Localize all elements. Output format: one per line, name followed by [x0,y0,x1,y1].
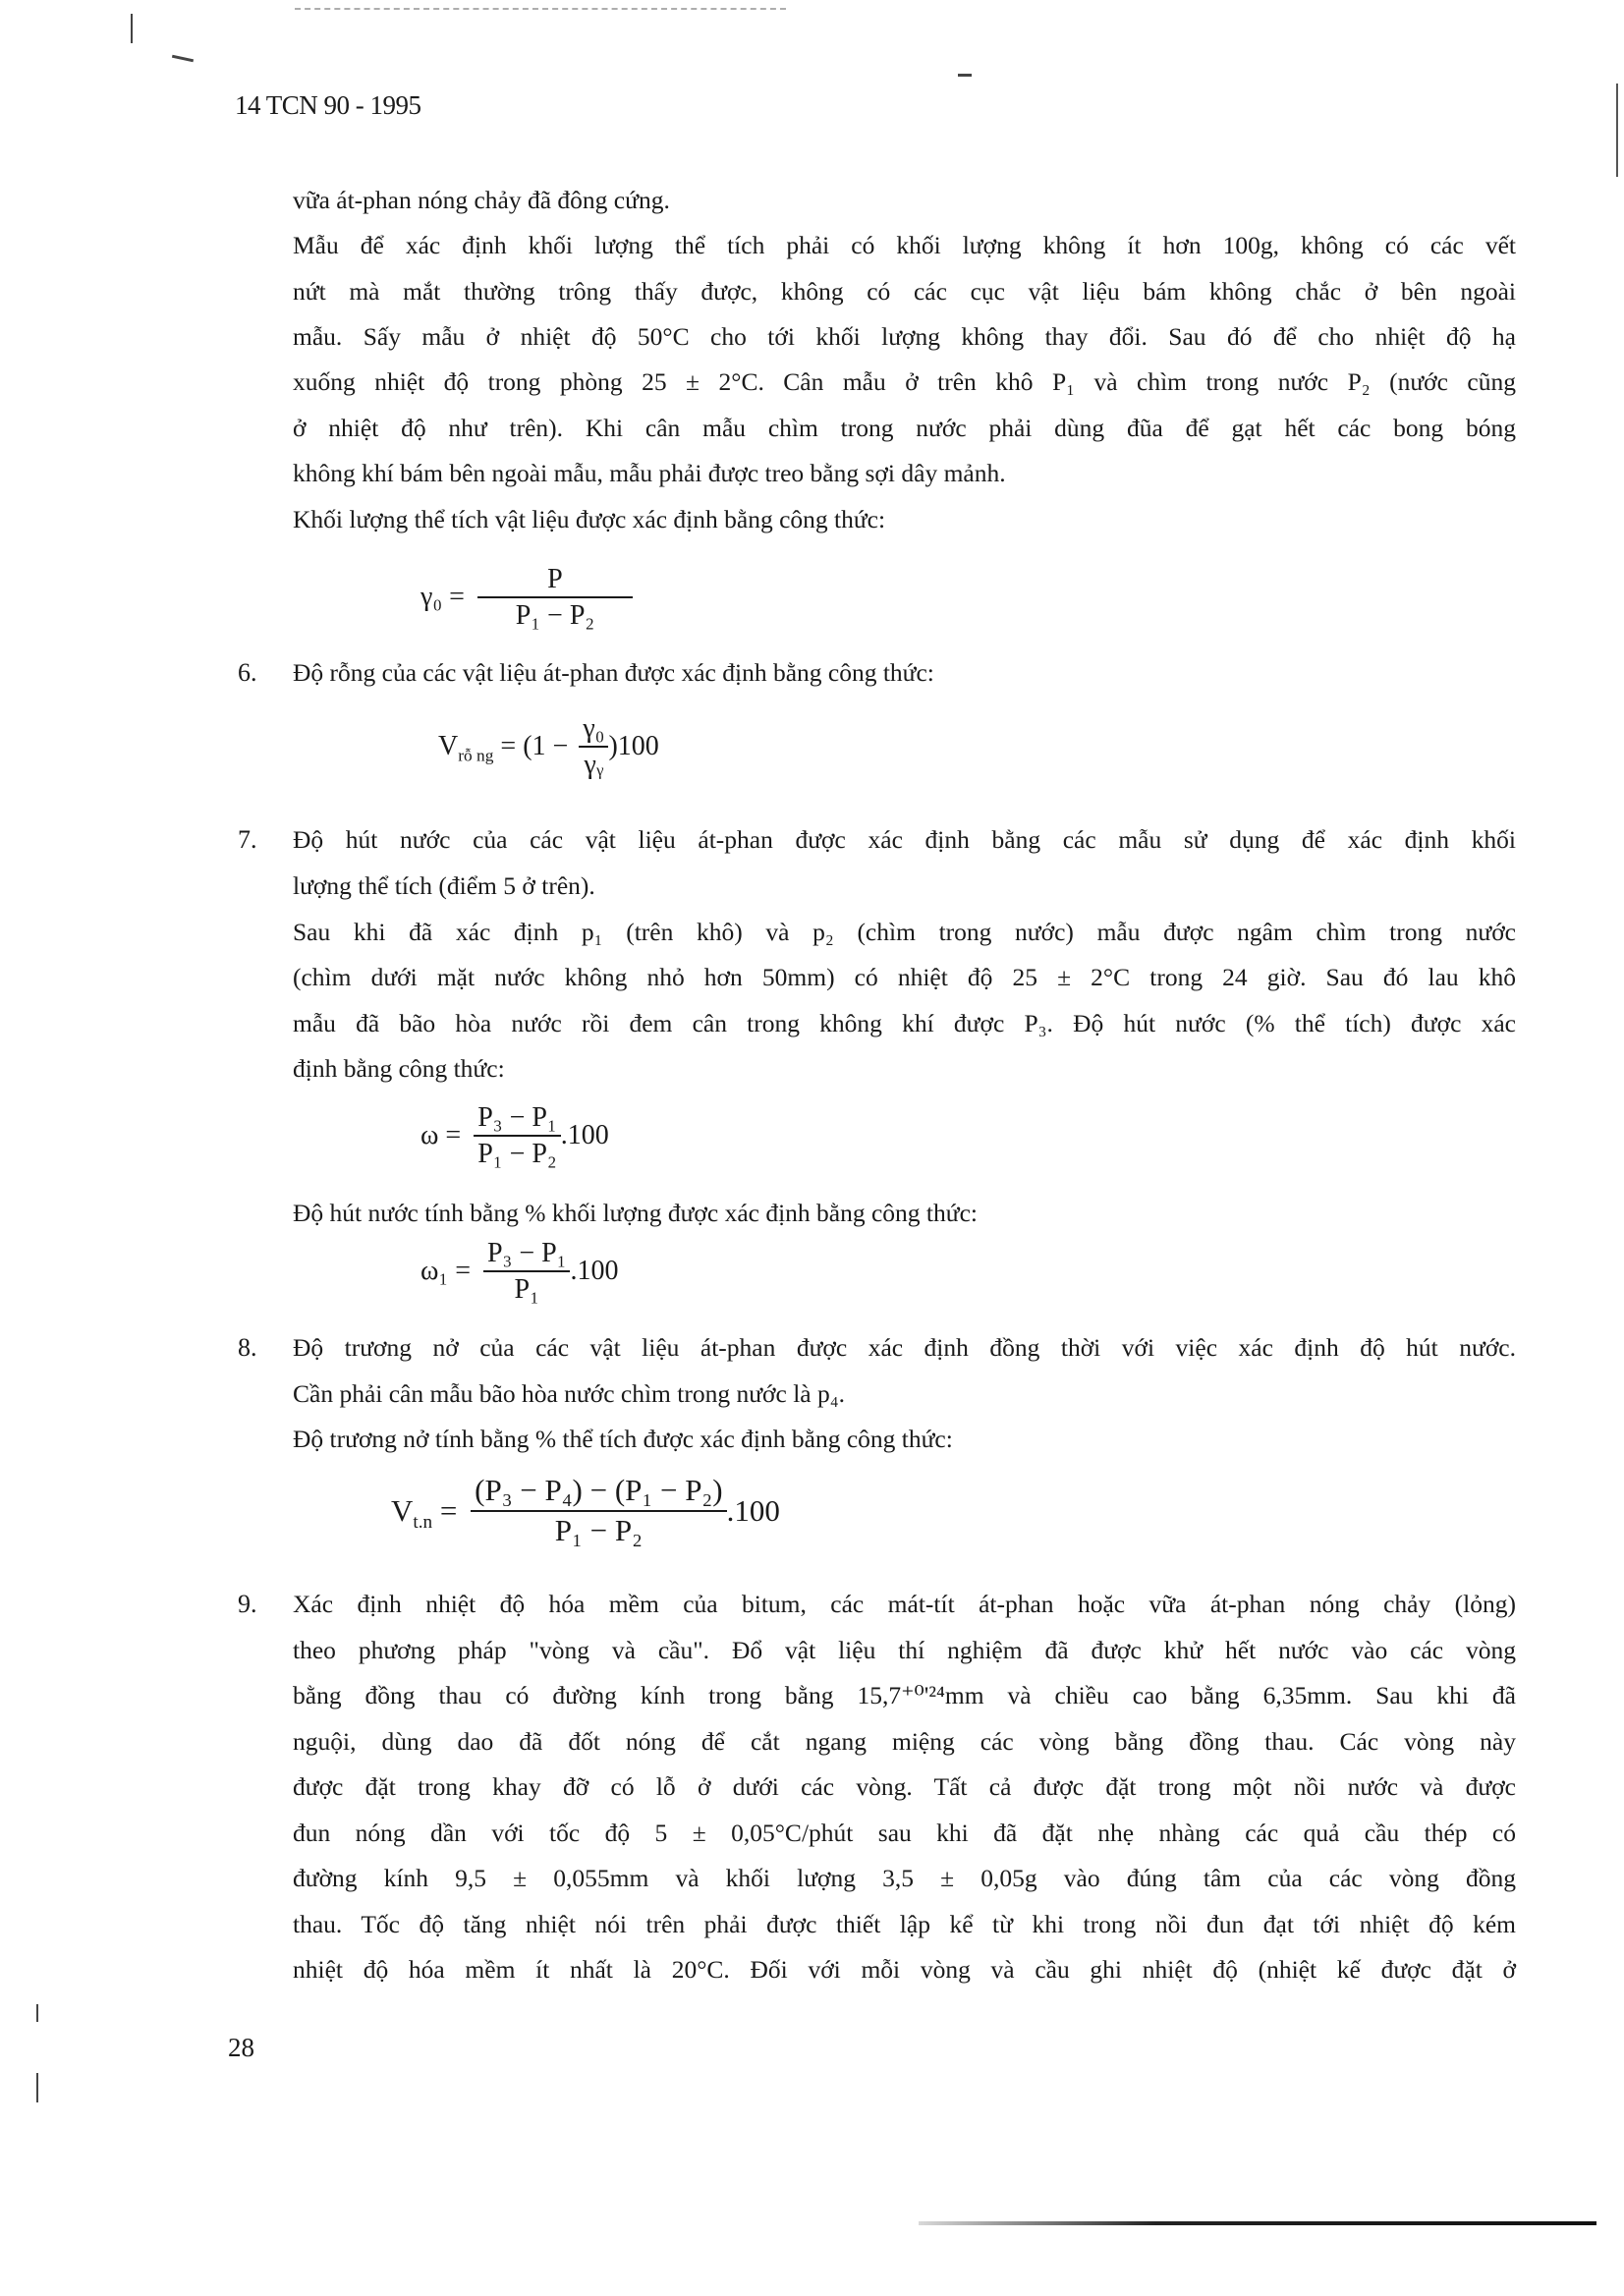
denominator: P₁ [514,1274,539,1305]
text-line: thau. Tốc độ tăng nhiệt nói trên phải được thiết lập kể từ khi trong nồi đun đạt tới nhiệt độ kém [293,1910,1516,1938]
formula-lhs [391,1492,433,1533]
fraction [483,1236,570,1307]
formula-operator: = [439,1492,458,1528]
text-line: nguội, dùng dao đã đốt nóng để cắt ngang miệng các vòng bằng đồng thau. Các vòng này [293,1727,1516,1756]
text-line: Mẫu để xác định khối lượng thể tích phải có khối lượng không ít hơn 100g, không có các vết [293,231,1516,259]
text-line: Độ trương nở của các vật liệu át-phan được xác định đồng thời với việc xác định độ hút nước. [293,1333,1516,1362]
formula-operator: = (1 − [500,731,569,761]
formula-lhs: ω₁ = [420,1256,471,1286]
numerator: P [477,562,633,598]
scan-artifact-left [36,2073,38,2102]
scan-artifact-mark [958,74,972,77]
formula-bulk-density [420,562,639,633]
list-number: 9. [238,1590,257,1618]
formula-tail: .100 [726,1492,780,1528]
list-item-7 [238,825,1516,854]
fraction [471,1472,726,1550]
formula-symbol: V [438,731,459,761]
text-line: nhiệt độ hóa mềm ít nhất là 20°C. Đối với mỗi vòng và cầu ghi nhiệt độ (nhiệt kế được đặt ở [293,1955,1516,1984]
scan-artifact-right [1616,84,1618,177]
text-line: lượng thể tích (điểm 5 ở trên). [293,871,595,900]
fraction [474,1100,560,1171]
numerator: P₃ − P₁ [474,1100,560,1137]
list-item-9 [238,1590,1516,1618]
text-line: Độ rỗng của các vật liệu át-phan được xác định bằng công thức: [293,658,934,687]
text-line: đường kính 9,5 ± 0,055mm và khối lượng 3,5 ± 0,05g vào đúng tâm của các vòng đồng [293,1864,1516,1892]
fraction [477,562,633,633]
text-line: Cần phải cân mẫu bão hòa nước chìm trong nước là p₄. [293,1379,846,1408]
text-line: (chìm dưới mặt nước không nhỏ hơn 50mm) có nhiệt độ 25 ± 2°C trong 24 giờ. Sau đó lau khô [293,963,1516,991]
formula-porosity [438,711,659,782]
page-number: 28 [228,2033,254,2062]
formula-water-absorption-volume [420,1100,609,1171]
formula-tail: )100 [608,731,659,761]
formula-subscript: rỗ ng [458,746,494,765]
scan-artifact-left [36,2004,38,2022]
denominator: P₁ − P₂ [515,600,595,631]
scan-artifact-bottom-rule [919,2221,1596,2225]
list-item-6 [238,658,934,687]
document-code: 14 TCN 90 - 1995 [235,90,421,120]
formula-subscript: t.n [413,1511,433,1533]
numerator: (P₃ − P₄) − (P₁ − P₂) [471,1472,726,1512]
text-line: đun nóng dần với tốc độ 5 ± 0,05°C/phút sau khi đã đặt nhẹ nhàng các quả cầu thép có [293,1819,1516,1847]
text-line: Độ hút nước tính bằng % khối lượng được xác định bằng công thức: [293,1199,978,1227]
list-number: 8. [238,1333,257,1362]
text-line: mẫu đã bão hòa nước rồi đem cân trong không khí được P₃. Độ hút nước (% thể tích) được xác [293,1009,1516,1037]
text-line: ở nhiệt độ như trên). Khi cân mẫu chìm trong nước phải dùng đũa để gạt hết các bong bóng [293,414,1516,442]
list-number: 7. [238,825,257,854]
formula-water-absorption-mass [420,1236,618,1307]
fraction [579,711,608,782]
list-item-8 [238,1333,1516,1362]
formula-symbol: V [391,1492,414,1528]
text-line: Xác định nhiệt độ hóa mềm của bitum, các mát-tít át-phan hoặc vữa át-phan nóng chảy (lỏng) [293,1590,1516,1618]
formula-lhs [438,731,494,765]
text-line: vữa át-phan nóng chảy đã đông cứng. [293,186,670,214]
text-line: Sau khi đã xác định p₁ (trên khô) và p₂ (chìm trong nước) mẫu được ngâm chìm trong nước [293,918,1516,946]
text-line: bằng đồng thau có đường kính trong bằng 15,7⁺⁰'²⁴mm và chiều cao bằng 6,35mm. Sau khi đã [293,1681,1516,1709]
formula-tail: .100 [560,1120,609,1150]
denominator: P₁ − P₂ [477,1139,557,1169]
text-line: được đặt trong khay đỡ có lỗ ở dưới các vòng. Tất cả được đặt trong một nồi nước và được [293,1772,1516,1801]
text-line: Khối lượng thể tích vật liệu được xác định bằng công thức: [293,505,886,533]
numerator: γ₀ [579,711,608,748]
formula-lhs: γ₀ = [420,582,465,612]
text-line: định bằng công thức: [293,1054,505,1083]
numerator: P₃ − P₁ [483,1236,570,1272]
text-line: Độ hút nước của các vật liệu át-phan được xác định bằng các mẫu sử dụng để xác định khối [293,825,1516,854]
list-number: 6. [238,658,257,687]
scan-artifact-mark [172,55,194,63]
formula-swelling [391,1472,780,1550]
text-line: xuống nhiệt độ trong phòng 25 ± 2°C. Cân mẫu ở trên khô P₁ và chìm trong nước P₂ (nước cũng [293,367,1516,396]
text-line: Độ trương nở tính bằng % thể tích được xác định bằng công thức: [293,1425,953,1453]
text-line: mẫu. Sấy mẫu ở nhiệt độ 50°C cho tới khối lượng không thay đổi. Sau đó để cho nhiệt độ hạ [293,322,1516,351]
text-line: nứt mà mắt thường trông thấy được, không có các cục vật liệu bám không chắc ở bên ngoài [293,277,1516,306]
denominator: γᵧ [584,750,604,780]
text-line: không khí bám bên ngoài mẫu, mẫu phải được treo bằng sợi dây mảnh. [293,459,1006,487]
formula-tail: .100 [570,1256,619,1286]
text-line: theo phương pháp "vòng và cầu". Đổ vật liệu thí nghiệm đã được khử hết nước vào các vòng [293,1636,1516,1664]
formula-lhs: ω = [420,1120,462,1150]
denominator: P₁ − P₂ [554,1512,643,1547]
scan-artifact-left [131,14,133,43]
scan-artifact-top [295,8,786,13]
